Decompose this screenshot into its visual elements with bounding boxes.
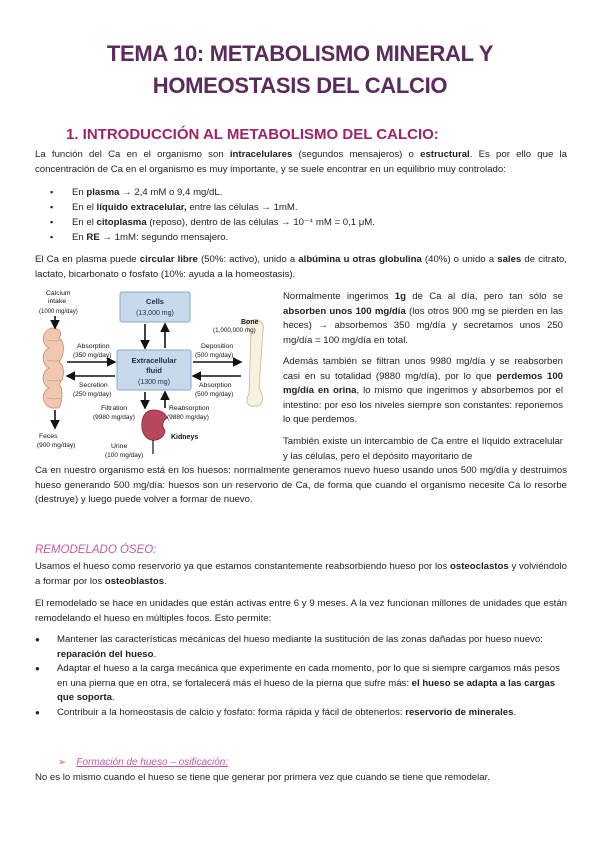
deposition-label: Deposition: [201, 343, 234, 350]
intro-paragraph: La función del Ca en el organismo son intracelulares (segundos mensajeros) o estructural. Es por ello que la concentración de Ca en el organismo es muy importante, y se suele encontrar en un equilibrio muy controlado:: [35, 149, 567, 175]
cells-value: (13,000 mg): [136, 310, 174, 317]
calcium-balance-diagram: [33, 288, 275, 470]
kidney-icon: [142, 410, 167, 440]
title-line-2: HOMEOSTASIS DEL CALCIO: [152, 73, 448, 98]
remodelado-list: [35, 633, 570, 720]
arrow-bullet-icon: ➢: [58, 757, 67, 768]
cells-label: Cells: [146, 297, 164, 306]
secretion-label: Secretion: [79, 382, 108, 389]
remodelado-paragraph-2: El remodelado se hace en unidades que están activas entre 6 y 9 meses. A la vez funcionan millones de unidades que están remodelando el hueso en múltiples focos. Esto permite:: [35, 598, 567, 624]
filtration-value: (9980 mg/day): [93, 414, 135, 421]
page-title: [0, 38, 600, 102]
absorption2-value: (500 mg/day): [195, 391, 234, 398]
concentration-list: [50, 185, 570, 245]
list-item: ▪ En el líquido extracelular, entre las células → 1mM.: [50, 200, 570, 215]
feces-value: (900 mg/day): [37, 442, 76, 449]
list-item: ● Adaptar el hueso a la carga mecánica que experimente en cada momento, por lo que si siempre cargamos más pesos en una pierna que en otra, se fortalecerá más el hueso de la pierna que sufre más: el hueso se adapta a las cargas que soporta.: [35, 662, 570, 706]
ecf-label-1: Extracellular: [131, 356, 177, 365]
formacion-paragraph: No es lo mismo cuando el hueso se tiene que generar por primera vez que cuando se tiene que remodelar.: [35, 772, 490, 783]
kidneys-label: Kidneys: [171, 434, 199, 441]
right-paragraph-2: Además también se filtran unos 9980 mg/día y se reabsorben casi en su totalidad (9880 mg/día), por lo que perdemos 100 mg/día en orina, lo mismo que ingerimos y absorbemos por el intestino: por eso los niveles siempre son constantes: reponemos lo que perdemos.: [283, 356, 563, 425]
formacion-heading: ➢ Formación de hueso – osificación:: [58, 757, 229, 768]
list-item: ▪ En plasma → 2,4 mM o 9,4 mg/dL.: [50, 185, 570, 200]
feces-label: Feces: [39, 433, 58, 440]
absorption-label: Absorption: [77, 343, 110, 350]
reabsorption-value: (9880 mg/day): [167, 414, 209, 421]
remodelado-paragraph-1: Usamos el hueso como reservorio ya que estamos constantemente reabsorbiendo hueso por los osteoclastos y volviéndolo a formar por los osteoblastos.: [35, 561, 568, 587]
intake-label-1: Calcium: [46, 290, 71, 297]
ecf-label-2: fluid: [146, 366, 162, 375]
right-paragraph-3: También existe un intercambio de Ca entre el líquido extracelular y las células, pero el depósito mayoritario de: [283, 436, 563, 462]
absorption-value: (350 mg/day): [73, 352, 112, 359]
intake-label-2: intake: [48, 298, 67, 305]
bone-value: (1,000,000 mg): [213, 327, 256, 334]
section-heading: 1. INTRODUCCIÓN AL METABOLISMO DEL CALCIO:: [66, 126, 439, 143]
list-item: ▪ En el citoplasma (reposo), dentro de las células → 10⁻⁴ mM = 0,1 μM.: [50, 215, 570, 230]
plasma-paragraph: El Ca en plasma puede circular libre (50%: activo), unido a albúmina u otras globulina (40%) o unido a sales de citrato, lactato, bicarbonato o fosfato (10%: ayuda a la homeostasis).: [35, 254, 567, 280]
urine-value: (100 mg/day): [105, 452, 144, 459]
deposition-value: (500 mg/day): [195, 352, 234, 359]
list-item: ● Mantener las características mecánicas del hueso mediante la sustitución de las zonas dañadas por hueso nuevo: reparación del hueso.: [35, 633, 570, 662]
bone-reservoir-paragraph: Ca en nuestro organismo está en los huesos: normalmente generamos nuevo hueso usando unos 500 mg/día y destruimos hueso generando 500 mg/día: huesos son un reservorio de Ca, de forma que cuando el organismo necesite Ca lo resorbe (destruye) y luego puede volver a formar de nuevo.: [35, 465, 567, 505]
intestine-icon: [43, 328, 64, 408]
right-paragraph-1: Normalmente ingerimos 1g de Ca al día, pero tan sólo se absorben unos 100 mg/día (los otros 900 mg se pierden en las heces) → absorbemos 350 mg/día y secretamos unos 250 mg/día = 100 mg/día en total.: [283, 291, 563, 346]
remodelado-heading: REMODELADO ÓSEO:: [35, 544, 157, 556]
list-item: ● Contribuir a la homeostasis de calcio y fosfato: forma rápida y fácil de obtenerlos: reservorio de minerales.: [35, 706, 570, 721]
list-item: ▪ En RE → 1mM: segundo mensajero.: [50, 230, 570, 245]
title-line-1: TEMA 10: METABOLISMO MINERAL Y: [106, 41, 494, 66]
intake-value: (1000 mg/day): [39, 309, 78, 315]
filtration-label: Filtration: [101, 405, 128, 412]
reabsorption-label: Reabsorption: [169, 405, 210, 412]
secretion-value: (250 mg/day): [73, 391, 112, 398]
ecf-value: (1300 mg): [138, 379, 170, 386]
urine-label: Urine: [111, 443, 128, 450]
absorption2-label: Absorption: [199, 382, 232, 389]
bone-label: Bone: [241, 319, 259, 326]
